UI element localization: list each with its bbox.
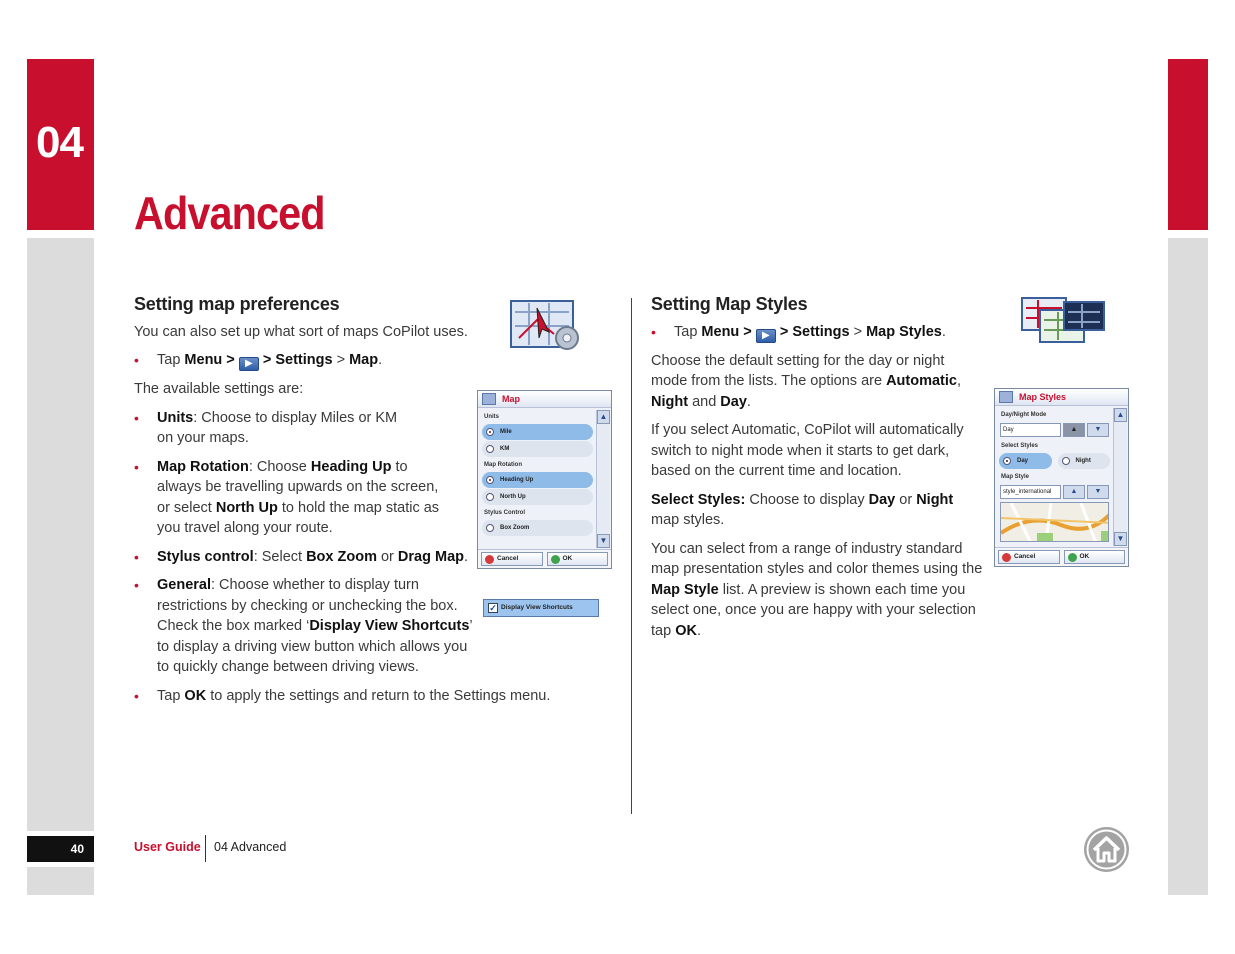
- chevron-down-icon[interactable]: ▼: [1087, 485, 1109, 499]
- styles-para-1: Choose the default setting for the day or night mode from the lists. The options are Automatic, Night and Day.: [651, 352, 962, 410]
- radio-km[interactable]: KM: [482, 441, 593, 457]
- map-settings-icon: [509, 298, 587, 354]
- cancel-button[interactable]: Cancel: [481, 552, 543, 566]
- map-styles-screenshot: Map Styles Day/Night Mode Day ▲ ▼ Select Styles Day Night Map Style style_international ▲ ▼ ▲ ▼ Cancel OK: [994, 388, 1129, 567]
- page-number: 40: [27, 836, 94, 862]
- cancel-icon: [485, 555, 494, 564]
- intro-text: You can also set up what sort of maps CoPilot uses.: [134, 323, 468, 340]
- home-button[interactable]: [1084, 827, 1129, 872]
- right-margin-bar: [1168, 238, 1208, 895]
- footer-separator: [205, 835, 206, 862]
- ok-icon: [551, 555, 560, 564]
- right-red-block: [1168, 59, 1208, 230]
- left-margin-bar: [27, 238, 94, 831]
- footer-guide-label[interactable]: User Guide: [134, 840, 201, 854]
- section-heading-map-preferences: Setting map preferences: [134, 294, 340, 314]
- page-title: Advanced: [134, 187, 325, 239]
- radio-north-up[interactable]: North Up: [482, 489, 593, 505]
- column-divider: [631, 298, 632, 814]
- ok-icon: [1068, 553, 1077, 562]
- right-column: [651, 294, 986, 649]
- ok-button[interactable]: OK: [1064, 550, 1126, 564]
- radio-box-zoom[interactable]: Box Zoom: [482, 520, 593, 536]
- map-styles-window-icon: [999, 391, 1013, 403]
- scrollbar[interactable]: [596, 410, 610, 548]
- styles-para-3: Select Styles: Choose to display Day or Night map styles.: [651, 491, 954, 528]
- scroll-up-icon[interactable]: ▲: [1114, 408, 1127, 422]
- stylus-bullet: • Stylus control: Select Box Zoom or Drag Map.: [134, 548, 469, 565]
- scroll-up-icon[interactable]: ▲: [597, 410, 610, 424]
- available-text: The available settings are:: [134, 381, 304, 397]
- units-bullet: • Units: Choose to display Miles or KM on your maps.: [134, 409, 398, 446]
- styles-para-2: If you select Automatic, CoPilot will automatically switch to night mode when it starts to get dark, based on the current time and location.: [651, 422, 964, 479]
- ok-button[interactable]: OK: [547, 552, 609, 566]
- radio-mile[interactable]: Mile: [482, 424, 593, 440]
- styles-para-4: You can select from a range of industry standard map presentation styles and color themes using the Map Style list. A preview is shown each time you select one, once you are happy with your selection tap OK.: [651, 540, 983, 639]
- scroll-down-icon[interactable]: ▼: [1114, 532, 1127, 546]
- chevron-up-icon[interactable]: ▲: [1063, 485, 1085, 499]
- cancel-button[interactable]: Cancel: [998, 550, 1060, 564]
- map-style-preview: [1000, 502, 1109, 542]
- section-heading-map-styles: Setting Map Styles: [651, 294, 808, 314]
- chevron-down-icon[interactable]: ▼: [1087, 423, 1109, 437]
- map-styles-icon: [1020, 296, 1106, 348]
- map-preview-graphic: [1001, 503, 1109, 542]
- cancel-icon: [1002, 553, 1011, 562]
- radio-night[interactable]: Night: [1058, 453, 1111, 469]
- home-icon: [1084, 827, 1129, 872]
- footer-chapter-label: 04 Advanced: [214, 840, 287, 854]
- radio-day[interactable]: Day: [999, 453, 1052, 469]
- scrollbar[interactable]: [1113, 408, 1127, 546]
- map-style-select[interactable]: style_international ▲ ▼: [1000, 485, 1109, 499]
- instruction-bullet: • Tap Menu > ▶ > Settings > Map.: [134, 352, 383, 369]
- ok-bullet: • Tap OK to apply the settings and return to the Settings menu.: [134, 687, 551, 704]
- display-view-shortcuts-checkbox[interactable]: ✓ Display View Shortcuts: [483, 599, 599, 617]
- rotation-bullet: • Map Rotation: Choose Heading Up to always be travelling upwards on the screen, or select North Up to hold the map static as you travel along your route.: [134, 458, 440, 536]
- map-window-icon: [482, 393, 496, 405]
- left-margin-bar-bottom: [27, 867, 94, 895]
- menu-arrow-icon: ▶: [239, 357, 259, 371]
- chapter-number: 04: [36, 118, 83, 167]
- radio-heading-up[interactable]: Heading Up: [482, 472, 593, 488]
- general-bullet: • General: Choose whether to display turn restrictions by checking or unchecking the box. Check the box marked ‘Display View Shortcuts’ to display a driving view button which allows you to quickly change between driving views.: [134, 577, 473, 675]
- check-icon: ✓: [489, 603, 497, 613]
- menu-arrow-icon: ▶: [756, 329, 776, 343]
- daynight-select[interactable]: Day ▲ ▼: [1000, 423, 1109, 437]
- scroll-down-icon[interactable]: ▼: [597, 534, 610, 548]
- chevron-up-icon[interactable]: ▲: [1063, 423, 1085, 437]
- instruction-bullet-styles: • Tap Menu > ▶ > Settings > Map Styles.: [651, 323, 946, 341]
- map-settings-screenshot: Map Units Mile KM Map Rotation Heading Up North Up Stylus Control Box Zoom ▲ ▼ Cancel OK: [477, 390, 612, 569]
